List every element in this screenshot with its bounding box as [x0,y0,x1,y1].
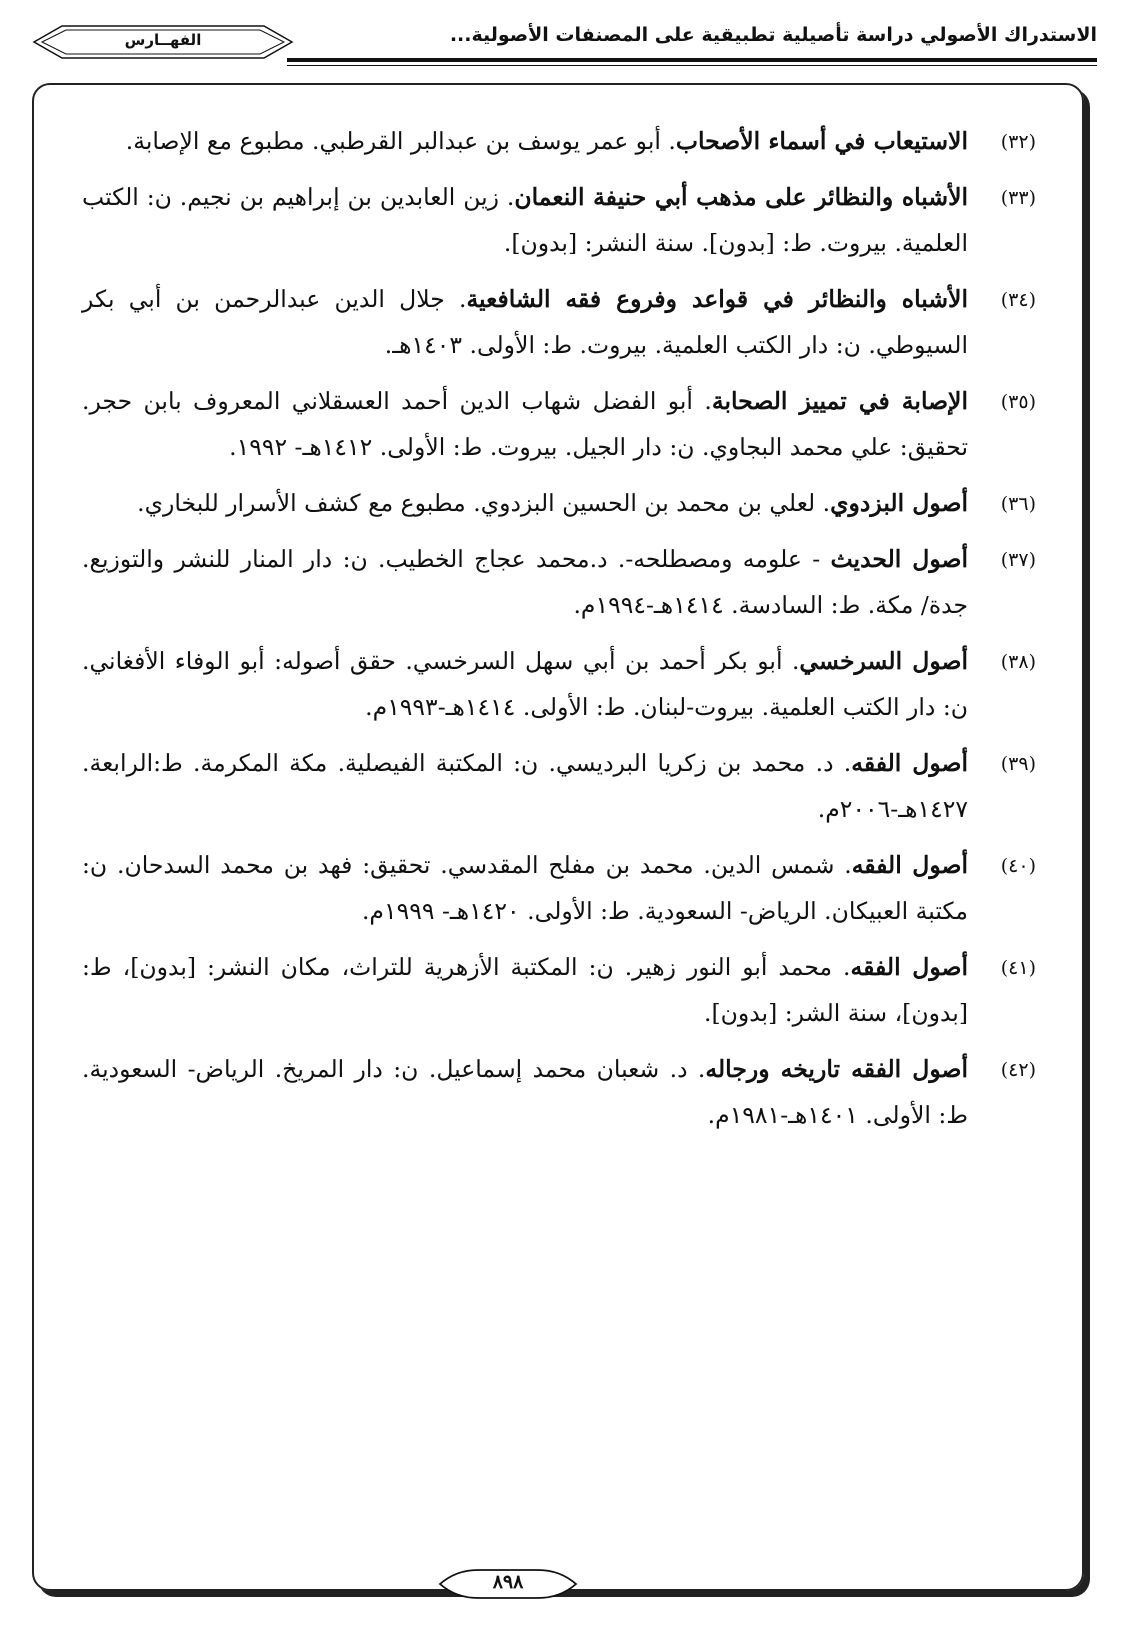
entry-title: الأشباه والنظائر على مذهب أبي حنيفة النعمان [514,183,968,211]
header-rule-thin [287,65,1097,66]
entry-number: (٤٢) [1000,1059,1036,1081]
entry-details: - علومه ومصطلحه-. د.محمد عجاج الخطيب. ن: دار المنار للنشر والتوزيع. جدة/ مكة. ط: السادسة. ١٤١٤هـ-١٩٩٤م. [82,545,968,619]
entry-title: الإصابة في تمييز الصحابة [711,387,968,415]
entry-title: الأشباه والنظائر في قواعد وفروع فقه الشافعية [466,285,968,313]
bibliography-list [82,118,1036,1148]
entry-details: . أبو عمر يوسف بن عبدالبر القرطبي. مطبوع مع الإصابة. [125,127,676,155]
entry-number: (٤١) [1000,957,1036,979]
entry-title: أصول الفقه [850,953,968,981]
entry-title: أصول البزدوي [830,489,968,517]
bibliography-entry [82,842,1036,934]
entry-details: . زين العابدين بن إبراهيم بن نجيم. ن: الكتب العلمية. بيروت. ط: [بدون]. سنة النشر: [بدون]. [82,183,968,257]
entry-number: (٤٠) [1000,855,1036,877]
entry-details: . شمس الدين. محمد بن مفلح المقدسي. تحقيق: فهد بن محمد السدحان. ن: مكتبة العبيكان. الرياض- السعودية. ط: الأولى. ١٤٢٠هـ- ١٩٩٩م. [82,851,968,925]
entry-title: أصول الفقه [851,749,968,777]
page-number: ٨٩٨ [492,1571,524,1593]
entry-details: . د. شعبان محمد إسماعيل. ن: دار المريخ. الرياض- السعودية. ط: الأولى. ١٤٠١هـ-١٩٨١م. [82,1055,968,1129]
entry-number: (٣٧) [1000,549,1036,571]
bibliography-entry [82,276,1036,368]
entry-details: . لعلي بن محمد بن الحسين البزدوي. مطبوع مع كشف الأسرار للبخاري. [137,489,831,517]
entry-title: أصول الحديث [830,545,968,573]
bibliography-entry [82,740,1036,832]
entry-details: . أبو الفضل شهاب الدين أحمد العسقلاني المعروف بابن حجر. تحقيق: علي محمد البجاوي. ن: دار الجيل. بيروت. ط: الأولى. ١٤١٢هـ- ١٩٩٢. [82,387,968,461]
entry-details: . محمد أبو النور زهير. ن: المكتبة الأزهرية للتراث، مكان النشر: [بدون]، ط: [بدون]، سنة الشر: [بدون]. [82,953,968,1027]
entry-number: (٣٥) [1000,391,1036,413]
entry-title: أصول الفقه [851,851,968,879]
entry-number: (٣٣) [1000,187,1036,209]
bibliography-entry [82,944,1036,1036]
bibliography-entry [82,378,1036,470]
section-tag [32,20,294,64]
page-number-badge [438,1567,578,1601]
bibliography-entry [82,174,1036,266]
header-rule-thick [287,58,1097,62]
bibliography-entry [82,638,1036,730]
entry-number: (٣٨) [1000,651,1036,673]
entry-number: (٣٩) [1000,753,1036,775]
entry-number: (٣٢) [1000,131,1036,153]
section-label: الفهــارس [124,31,202,49]
bibliography-entry [82,1046,1036,1138]
entry-number: (٣٦) [1000,493,1036,515]
entry-details: . د. محمد بن زكريا البرديسي. ن: المكتبة الفيصلية. مكة المكرمة. ط:الرابعة. ١٤٢٧هـ-٢٠٠٦م. [82,749,968,823]
entry-title: أصول السرخسي [799,647,968,675]
page-header [24,14,1097,72]
bibliography-entry [82,480,1036,526]
entry-number: (٣٤) [1000,289,1036,311]
bibliography-entry [82,536,1036,628]
entry-details: . أبو بكر أحمد بن أبي سهل السرخسي. حقق أصوله: أبو الوفاء الأفغاني. ن: دار الكتب العلمية. بيروت-لبنان. ط: الأولى. ١٤١٤هـ-١٩٩٣م. [82,647,968,721]
book-title: الاستدراك الأصولي دراسة تأصيلية تطبيقية على المصنفات الأصولية... [449,24,1097,46]
entry-title: أصول الفقه تاريخه ورجاله [705,1055,968,1083]
bibliography-entry [82,118,1036,164]
entry-title: الاستيعاب في أسماء الأصحاب [675,127,968,155]
entry-details: . جلال الدين عبدالرحمن بن أبي بكر السيوطي. ن: دار الكتب العلمية. بيروت. ط: الأولى. ١٤٠٣هـ. [82,285,968,359]
